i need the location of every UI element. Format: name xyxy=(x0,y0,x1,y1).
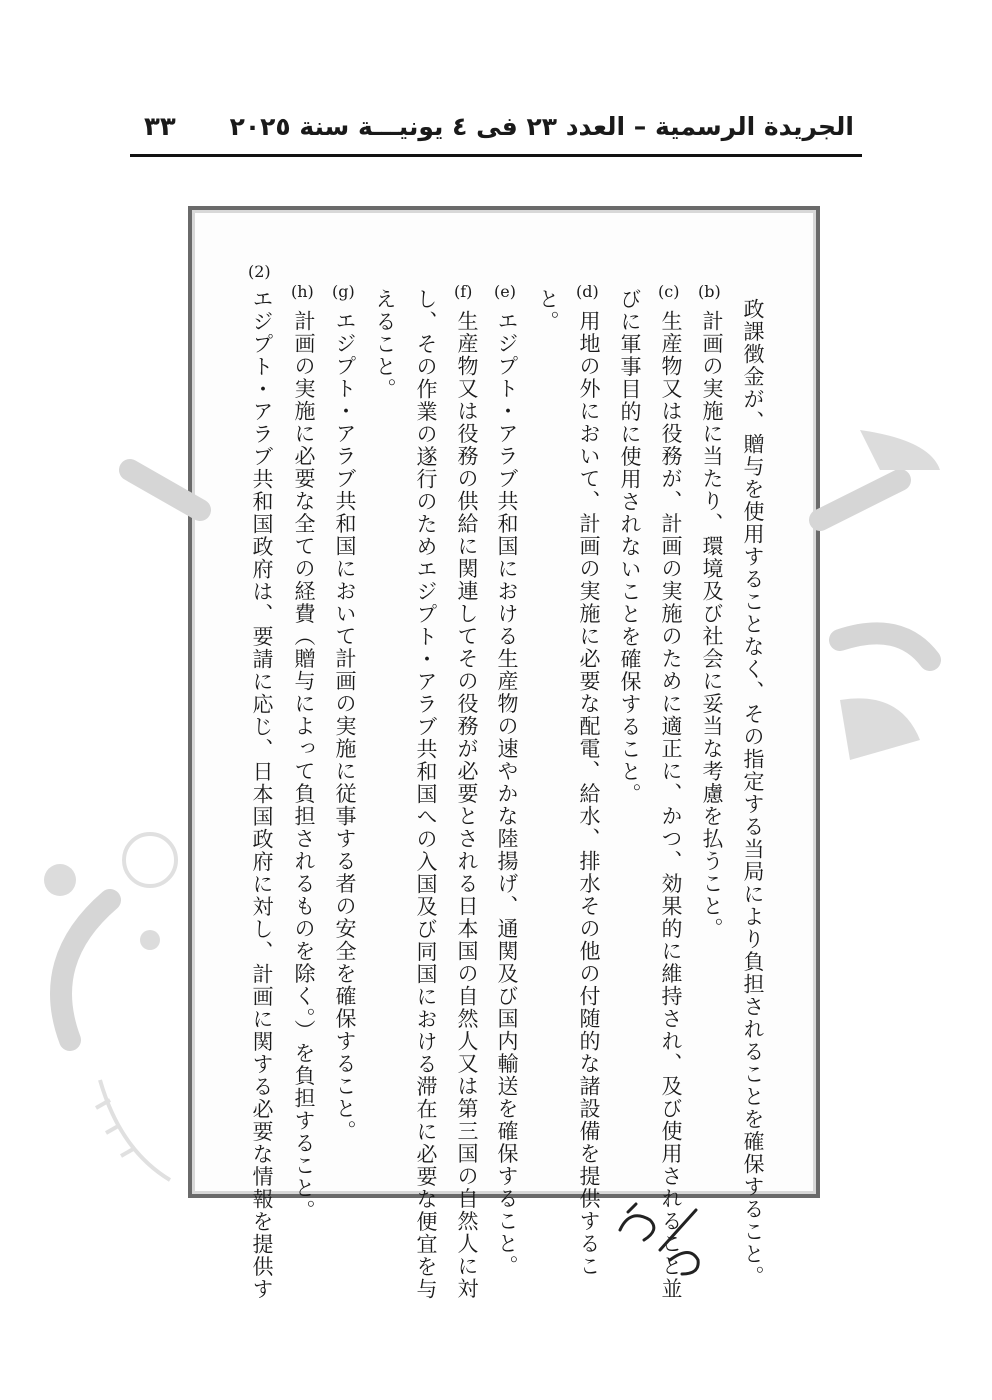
text-line: 計画の実施に必要な全ての経費（贈与によって負担されるものを除く。）を負担すること。 xyxy=(292,310,316,1222)
header-rule xyxy=(130,154,862,157)
text-line: エジプト・アラブ共和国において計画の実施に従事する者の安全を確保すること。 xyxy=(333,310,357,1143)
gazette-title: الجريدة الرسمية – العدد ٢٣ فى ٤ يونيـــة سنة ٢٠٢٥ xyxy=(229,112,854,141)
text-line: 用地の外において、計画の実施に必要な配電、給水、排水その他の付随的な諸設備を提供するこ xyxy=(577,310,601,1278)
text-line: エジプト・アラブ共和国における生産物の速やかな陸揚げ、通関及び国内輸送を確保すること。 xyxy=(495,310,519,1278)
document-frame xyxy=(188,206,820,1301)
item-marker-d: (d) xyxy=(576,282,599,301)
handwritten-signature xyxy=(600,1190,720,1280)
text-line: 生産物又は役務が、計画の実施のために適正に、かつ、効果的に維持され、及び使用されること並 xyxy=(659,310,683,1300)
text-line: 計画の実施に当たり、環境及び社会に妥当な考慮を払うこと。 xyxy=(700,310,724,940)
text-line: えること。 xyxy=(373,288,397,401)
item-marker-h: (h) xyxy=(291,282,314,301)
item-marker-g: (g) xyxy=(332,282,355,301)
text-line: し、その作業の遂行のためエジプト・アラブ共和国への入国及び同国における滞在に必要な便宜を与 xyxy=(414,288,438,1301)
item-marker-f: (f) xyxy=(454,282,473,301)
text-line: びに軍事目的に使用されないことを確保すること。 xyxy=(618,288,642,806)
item-marker-b: (b) xyxy=(698,282,721,301)
item-marker-e: (e) xyxy=(494,282,516,301)
item-marker-c: (c) xyxy=(658,282,680,301)
text-line: と。 xyxy=(536,288,560,333)
page-number: ٣٣ xyxy=(144,112,176,142)
text-line: 生産物又は役務の供給に関連してその役務が必要とされる日本国の自然人又は第三国の自然人に対 xyxy=(455,310,479,1300)
item-marker-2: (2) xyxy=(248,262,271,281)
text-line: 政課徴金が、贈与を使用することなく、その指定する当局により負担されることを確保すること。 xyxy=(741,298,765,1288)
page-header xyxy=(130,108,862,152)
text-line: エジプト・アラブ共和国政府は、要請に応じ、日本国政府に対し、計画に関する必要な情報を提供す xyxy=(250,288,274,1301)
